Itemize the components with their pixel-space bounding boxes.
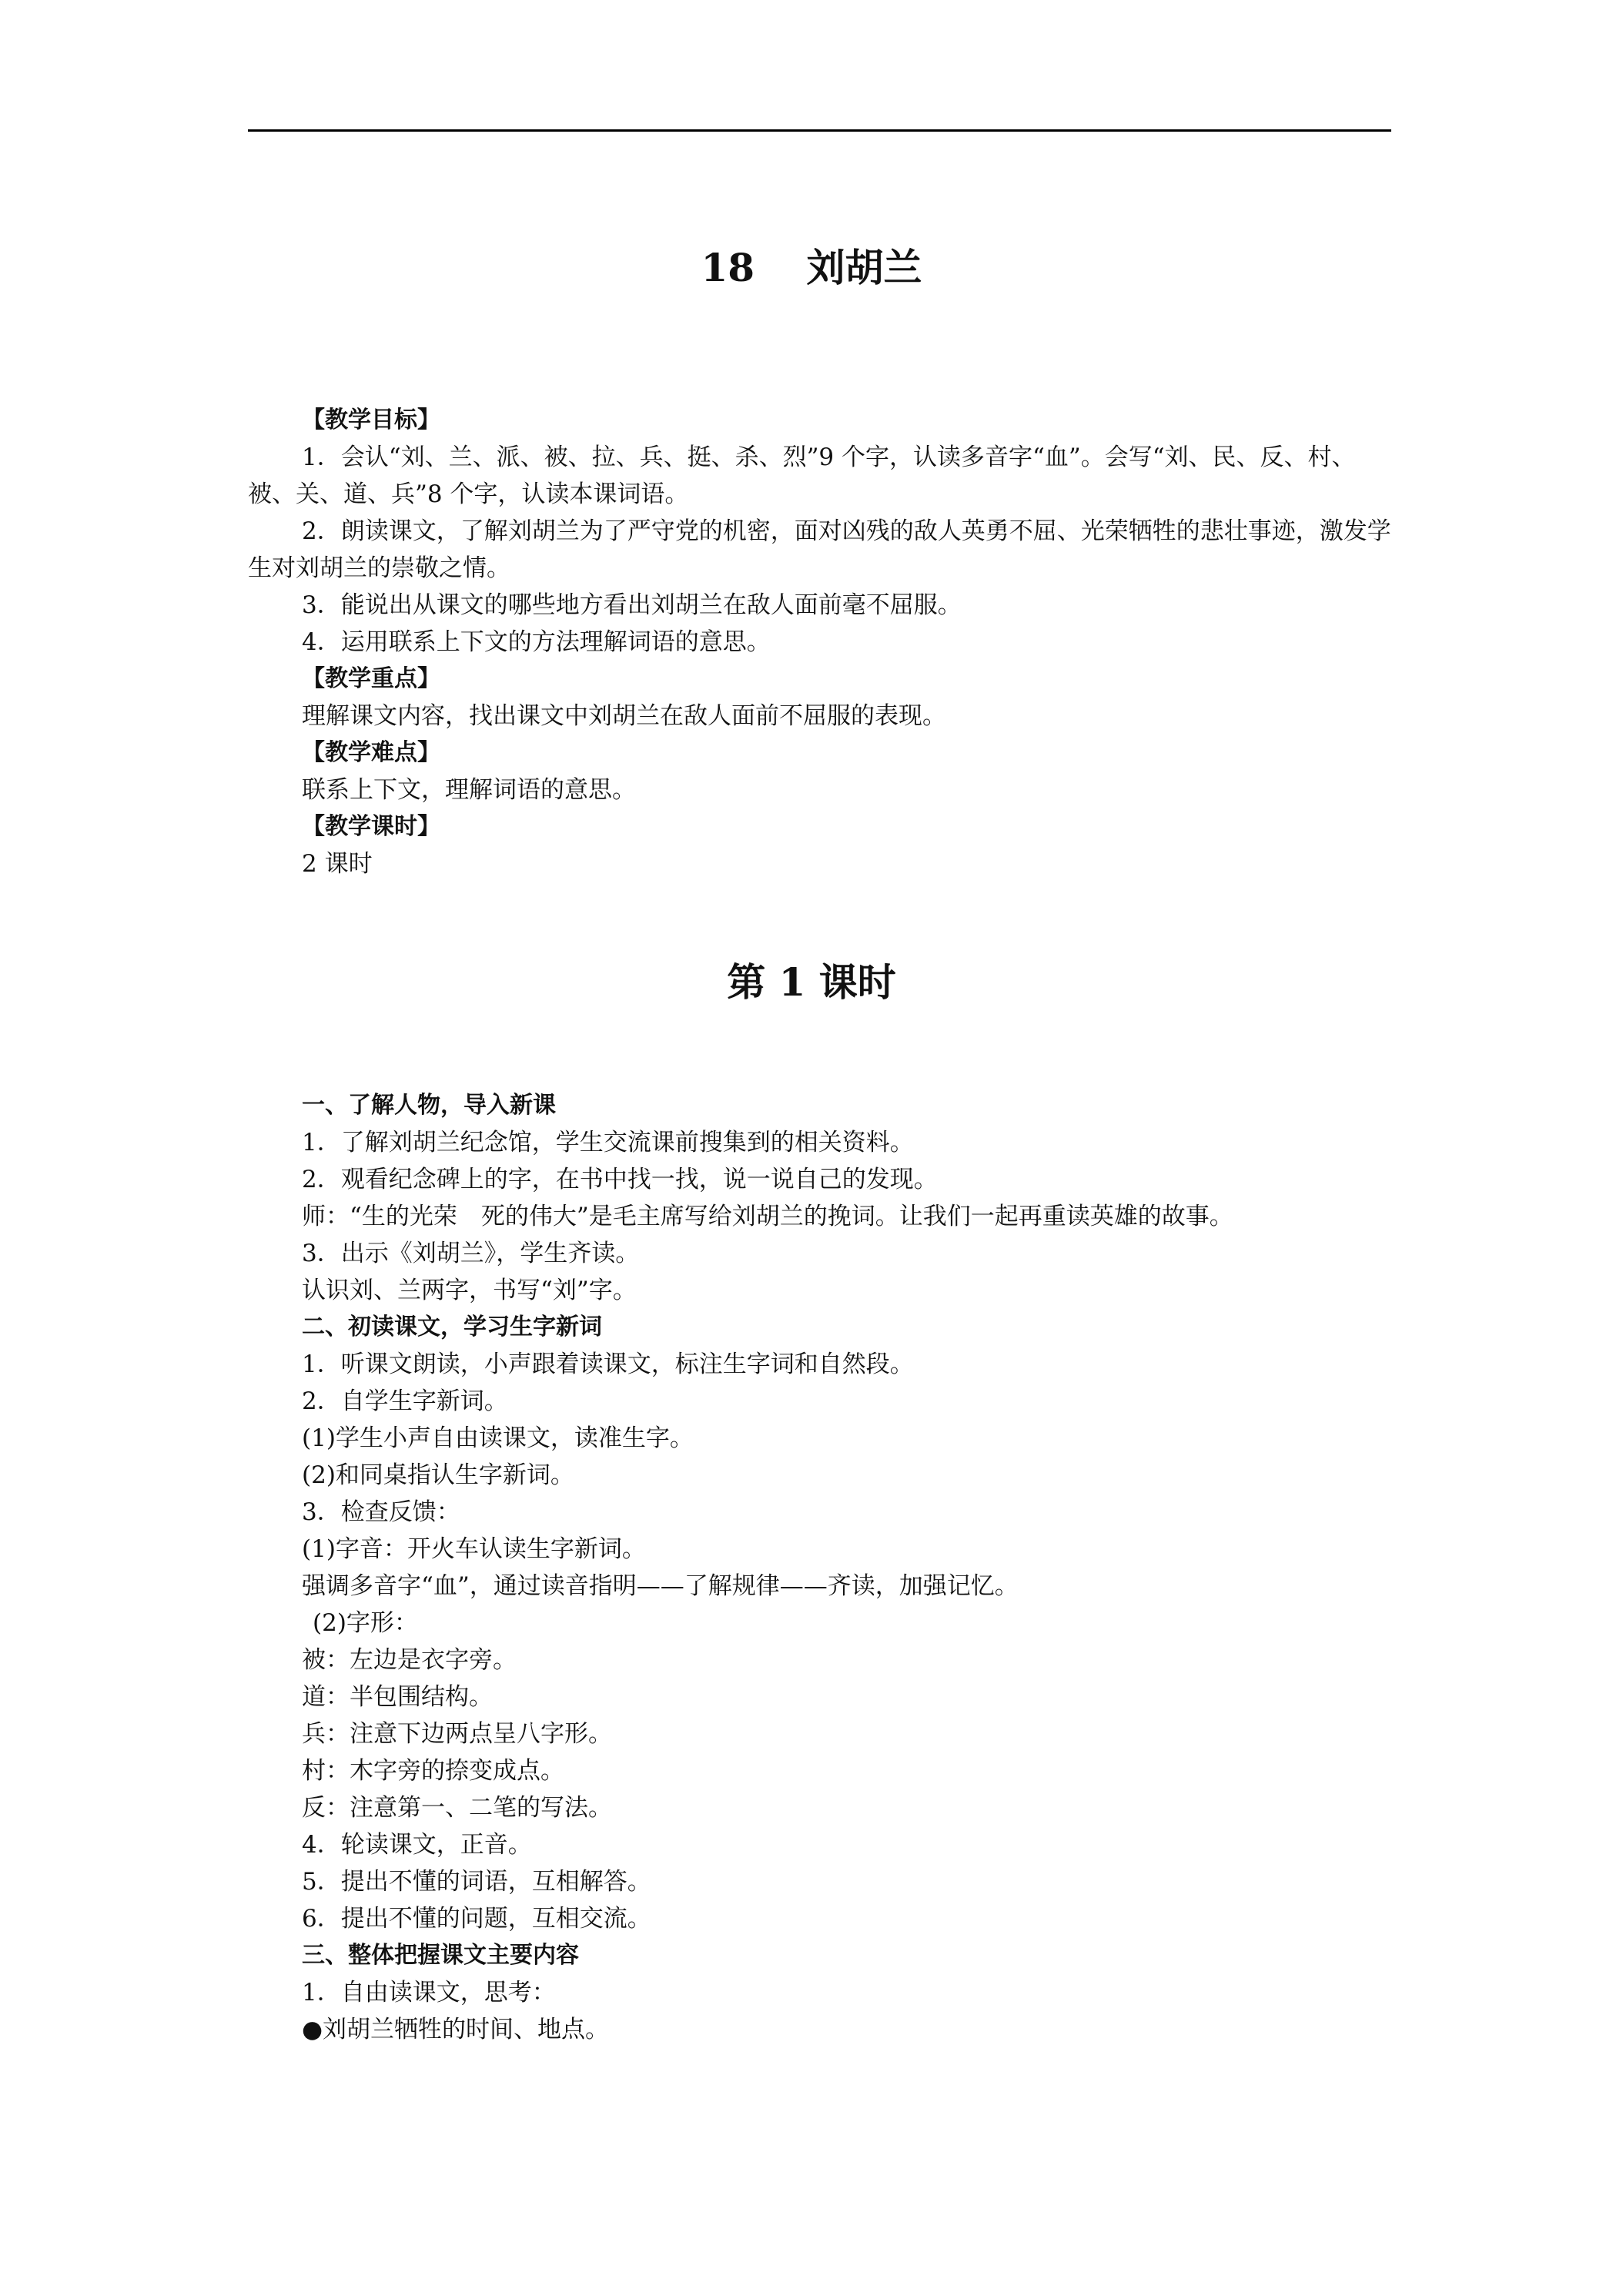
hours-heading: 【教学课时】 bbox=[302, 813, 440, 840]
step-line: (1)学生小声自由读课文，读准生字。 bbox=[302, 1424, 694, 1452]
step-line: 1．听课文朗读，小声跟着读课文，标注生字词和自然段。 bbox=[302, 1350, 914, 1378]
section-heading: 三、整体把握课文主要内容 bbox=[302, 1942, 579, 1969]
step-line: 反：注意第一、二笔的写法。 bbox=[302, 1794, 612, 1822]
objectives-section bbox=[248, 402, 1391, 882]
goal-item: 2．朗读课文，了解刘胡兰为了严守党的机密，面对凶残的敌人英勇不屈、光荣牺牲的悲壮事迹，激发学生对刘胡兰的崇敬之情。 bbox=[248, 517, 1391, 582]
step-line: 3．出示《刘胡兰》，学生齐读。 bbox=[302, 1240, 640, 1267]
step-line: 被：左边是衣字旁。 bbox=[302, 1646, 517, 1674]
step-line: 兵：注意下边两点呈八字形。 bbox=[302, 1720, 612, 1748]
goal-item: 4．运用联系上下文的方法理解词语的意思。 bbox=[302, 628, 771, 656]
step-line: 1．了解刘胡兰纪念馆，学生交流课前搜集到的相关资料。 bbox=[302, 1129, 914, 1156]
teacher-line: 师：“生的光荣 死的伟大”是毛主席写给刘胡兰的挽词。让我们一起再重读英雄的故事。 bbox=[302, 1203, 1233, 1230]
step-line: 村：木字旁的捺变成点。 bbox=[302, 1757, 564, 1785]
step-line: (2)字形： bbox=[313, 1609, 418, 1637]
step-line: 认识刘、兰两字，书写“刘”字。 bbox=[302, 1277, 637, 1304]
step-line: 3．检查反馈： bbox=[302, 1498, 460, 1526]
difficulties-text: 联系上下文，理解词语的意思。 bbox=[302, 776, 636, 804]
lesson-title: 18 刘胡兰 bbox=[701, 245, 922, 290]
key-points-heading: 【教学重点】 bbox=[302, 665, 440, 692]
step-line: 6．提出不懂的问题，互相交流。 bbox=[302, 1905, 651, 1933]
hours-text: 2 课时 bbox=[302, 850, 373, 878]
period-title: 第 1 课时 bbox=[727, 959, 896, 1005]
step-line: 2．自学生字新词。 bbox=[302, 1387, 508, 1415]
difficulties-heading: 【教学难点】 bbox=[302, 739, 440, 766]
step-line: (1)字音：开火车认读生字新词。 bbox=[302, 1535, 646, 1563]
section-heading: 二、初读课文，学习生字新词 bbox=[302, 1314, 602, 1340]
step-line: 强调多音字“血”，通过读音指明——了解规律——齐读，加强记忆。 bbox=[302, 1572, 1019, 1600]
goals-heading: 【教学目标】 bbox=[302, 407, 440, 433]
step-line: 2．观看纪念碑上的字，在书中找一找，说一说自己的发现。 bbox=[302, 1166, 938, 1193]
goal-item: 3．能说出从课文的哪些地方看出刘胡兰在敌人面前毫不屈服。 bbox=[302, 591, 962, 619]
lesson-body bbox=[248, 1087, 1391, 2048]
header-rule bbox=[248, 129, 1391, 132]
section-heading: 一、了解人物，导入新课 bbox=[302, 1092, 556, 1119]
step-line: 5．提出不懂的词语，互相解答。 bbox=[302, 1868, 651, 1896]
step-line: 4．轮读课文，正音。 bbox=[302, 1831, 532, 1859]
key-points-text: 理解课文内容，找出课文中刘胡兰在敌人面前不屈服的表现。 bbox=[302, 702, 946, 730]
goal-item: 1．会认“刘、兰、派、被、拉、兵、挺、杀、烈”9 个字，认读多音字“血”。会写“刘、民、反、村、被、关、道、兵”8 个字，认读本课词语。 bbox=[248, 443, 1356, 508]
bullet-line: ●刘胡兰牺牲的时间、地点。 bbox=[302, 2016, 610, 2043]
step-line: 道：半包围结构。 bbox=[302, 1683, 493, 1711]
step-line: 1．自由读课文，思考： bbox=[302, 1979, 556, 2006]
step-line: (2)和同桌指认生字新词。 bbox=[302, 1461, 574, 1489]
